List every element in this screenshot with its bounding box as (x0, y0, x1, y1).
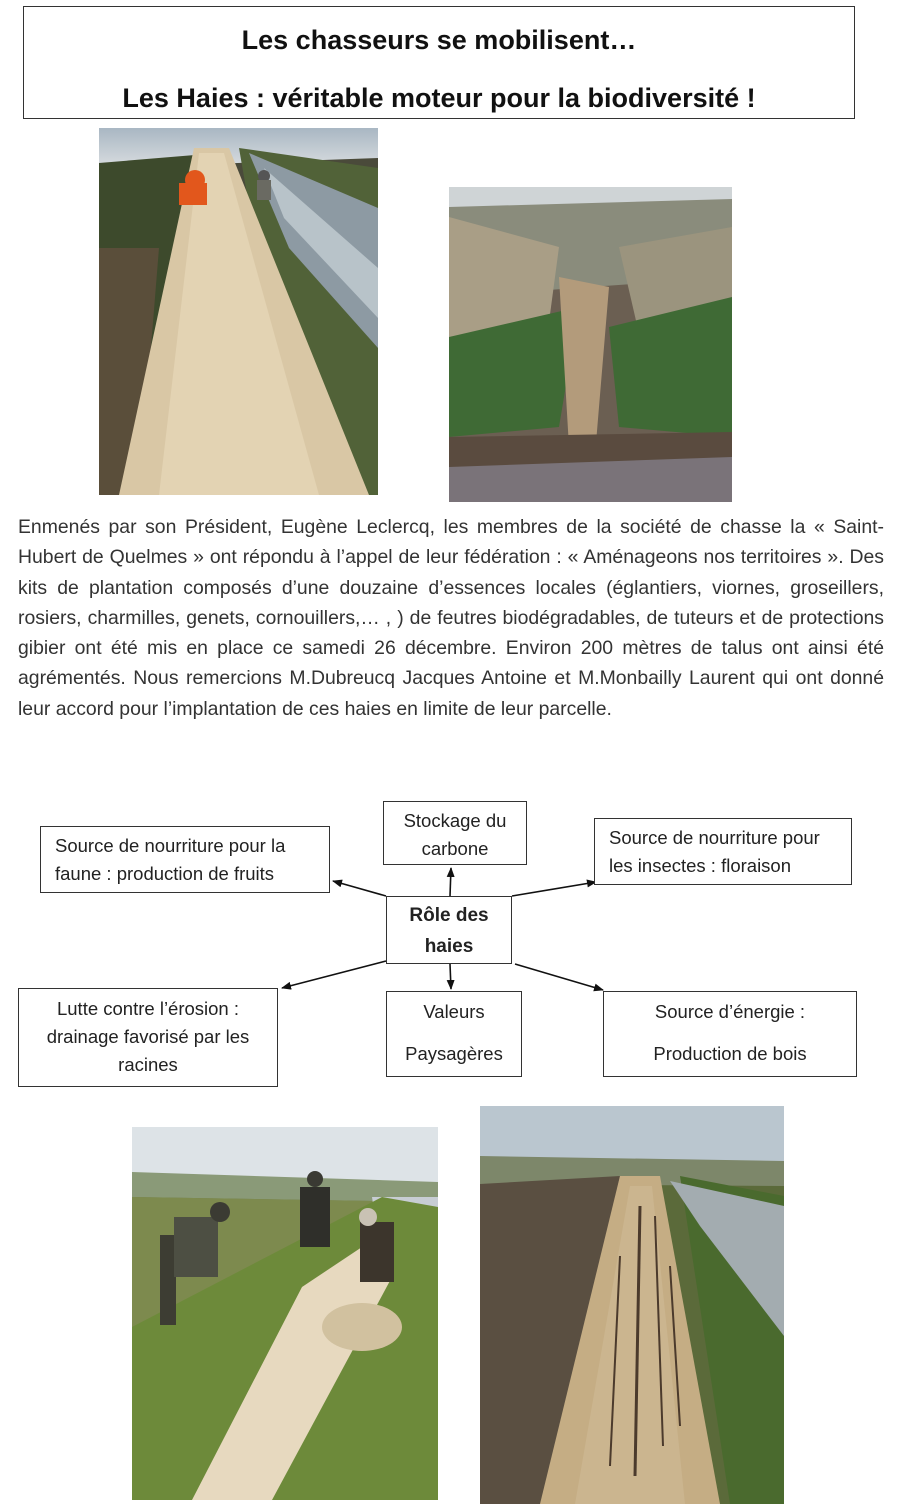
arrow-to-energy (515, 964, 603, 990)
photo-laying-mulch-felt (99, 128, 378, 495)
node-erosion-control (18, 988, 278, 1087)
node-carbon-storage (383, 801, 527, 865)
node-carbon-line1: Stockage du (403, 810, 507, 831)
arrow-to-carbon (450, 868, 451, 896)
photo-felt-strip-on-field-bank-icon (99, 128, 378, 495)
node-landscape-line1: Valeurs (423, 1001, 485, 1022)
node-erosion-line2: drainage favorisé par les (46, 1026, 250, 1047)
node-fauna-line2: faune : production de fruits (55, 863, 275, 884)
node-energy-source (603, 991, 857, 1077)
node-center-line2: haies (424, 936, 474, 957)
node-insects-line1: Source de nourriture pour (609, 827, 820, 848)
photo-hunters-planting (132, 1127, 438, 1500)
node-center-line1: Rôle des (409, 905, 489, 926)
photo-young-hedge-row-on-felt-icon (480, 1106, 784, 1504)
node-landscape-line2: Paysagères (405, 1043, 503, 1064)
node-energy-line2: Production de bois (653, 1043, 807, 1064)
node-carbon-line2: carbone (421, 838, 489, 859)
arrow-to-erosion (282, 961, 386, 988)
node-hedge-role-center (386, 896, 512, 964)
node-energy-line1: Source d’énergie : (654, 1001, 806, 1022)
node-fauna-food (40, 826, 330, 893)
photo-hunters-working-on-bank-icon (132, 1127, 438, 1500)
arrow-to-fauna (333, 881, 386, 896)
node-landscape-value (386, 991, 522, 1077)
node-insect-food (594, 818, 852, 885)
node-insects-line2: les insectes : floraison (609, 855, 792, 876)
article-paragraph: Enmenés par son Président, Eugène Leclercq, les membres de la société de chasse la « Saint-Hubert de Quelmes » ont répondu à l’appel de leur fédération : « Aménageons nos territoires ». Des kits de plantation composés d’une douzaine d’essences locales (églantiers, viornes, groseillers, rosiers, charmilles, genets, cornouillers,… , ) de feutres biodégradables, de tuteurs et de protections gibier ont été mis en place ce samedi 26 décembre. Environ 200 mètres de talus ont ainsi été agrémentés. Nous remercions M.Dubreucq Jacques Antoine et M.Monbailly Laurent qui ont donné leur accord pour l’implantation de ces haies en limite de leur parcelle. (18, 516, 884, 720)
node-erosion-line1: Lutte contre l’érosion : (56, 998, 240, 1019)
node-fauna-line1: Source de nourriture pour la (55, 835, 286, 856)
node-erosion-line3: racines (118, 1054, 178, 1075)
photo-drainage-gully (449, 187, 732, 502)
photo-muddy-drainage-channel-icon (449, 187, 732, 502)
arrow-to-insects (512, 882, 596, 896)
page-title: Les chasseurs se mobilisent… (241, 25, 637, 55)
title-box (23, 6, 855, 119)
photo-planted-hedge-row (480, 1106, 784, 1504)
arrow-to-landscape (450, 964, 451, 989)
page-subtitle: Les Haies : véritable moteur pour la biodiversité ! (122, 83, 756, 113)
